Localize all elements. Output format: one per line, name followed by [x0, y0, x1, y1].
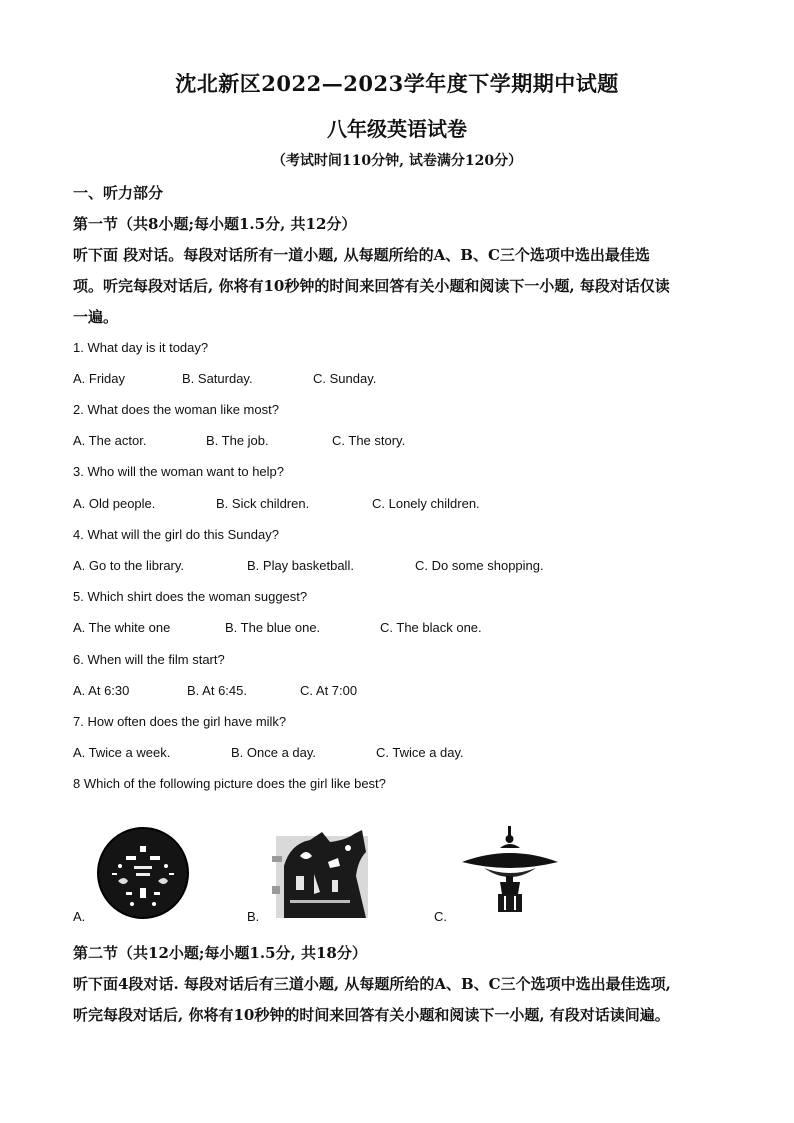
q7-option-c: C. Twice a day. [376, 745, 464, 760]
question-6: 6. When will the film start? [73, 652, 225, 667]
q6-option-a: A. At 6:30 [73, 683, 130, 698]
exam-note: （考试时间110分钟, 试卷满分120分） [271, 153, 523, 169]
part2-heading: 第二节（共12小题;每小题1.5分, 共18分） [73, 944, 367, 962]
question-4: 4. What will the girl do this Sunday? [73, 527, 279, 542]
q4-option-b: B. Play basketball. [247, 558, 354, 573]
question-5: 5. Which shirt does the woman suggest? [73, 589, 308, 604]
part2-instruction-1: 听下面4段对话. 每段对话后有三道小题, 从每题所给的A、B、C三个选项中选出最佳选项, [73, 975, 671, 993]
section-heading: 一、听力部分 [73, 184, 164, 202]
exam-title: 沈北新区2022—2023学年度下学期期中试题 [175, 71, 619, 96]
part2-instruction-2: 听完每段对话后, 你将有10秒钟的时间来回答有关小题和阅读下一小题, 有段对话读间遍。 [73, 1006, 670, 1024]
q2-option-c: C. The story. [332, 433, 406, 448]
picture-b-paper-cut-figure [270, 826, 372, 920]
q2-option-a: A. The actor. [73, 433, 147, 448]
exam-subtitle: 八年级英语试卷 [327, 117, 467, 141]
q5-option-b: B. The blue one. [225, 620, 321, 635]
part1-instruction-3: 一遍。 [73, 308, 119, 326]
question-3: 3. Who will the woman want to help? [73, 464, 284, 479]
picture-a-label: A. [73, 909, 86, 924]
q1-option-c: C. Sunday. [313, 371, 377, 386]
q6-option-c: C. At 7:00 [300, 683, 358, 698]
q1-option-a: A. Friday [73, 371, 126, 386]
question-1: 1. What day is it today? [73, 340, 209, 355]
q6-option-b: B. At 6:45. [187, 683, 247, 698]
q7-option-a: A. Twice a week. [73, 745, 171, 760]
q1-option-b: B. Saturday. [182, 371, 253, 386]
q3-option-a: A. Old people. [73, 496, 156, 511]
q5-option-c: C. The black one. [380, 620, 482, 635]
picture-b-label: B. [247, 909, 260, 924]
q2-option-b: B. The job. [206, 433, 269, 448]
q5-option-a: A. The white one [73, 620, 171, 635]
question-7: 7. How often does the girl have milk? [73, 714, 287, 729]
part1-instruction-1: 听下面 段对话。每段对话所有一道小题, 从每题所给的A、B、C三个选项中选出最佳选 [73, 246, 650, 264]
q4-option-a: A. Go to the library. [73, 558, 185, 573]
q7-option-b: B. Once a day. [231, 745, 317, 760]
picture-c-label: C. [434, 909, 447, 924]
picture-c-lantern [460, 826, 560, 914]
part1-heading: 第一节（共8小题;每小题1.5分, 共12分） [73, 215, 357, 233]
q3-option-b: B. Sick children. [216, 496, 310, 511]
q3-option-c: C. Lonely children. [372, 496, 480, 511]
part1-instruction-2: 项。听完每段对话后, 你将有10秒钟的时间来回答有关小题和阅读下一小题, 每段对话仅读 [73, 277, 670, 295]
question-2: 2. What does the woman like most? [73, 402, 279, 417]
picture-a-paper-cut-circle [96, 826, 190, 920]
q4-option-c: C. Do some shopping. [415, 558, 544, 573]
question-8: 8 Which of the following picture does the girl like best? [73, 776, 386, 791]
